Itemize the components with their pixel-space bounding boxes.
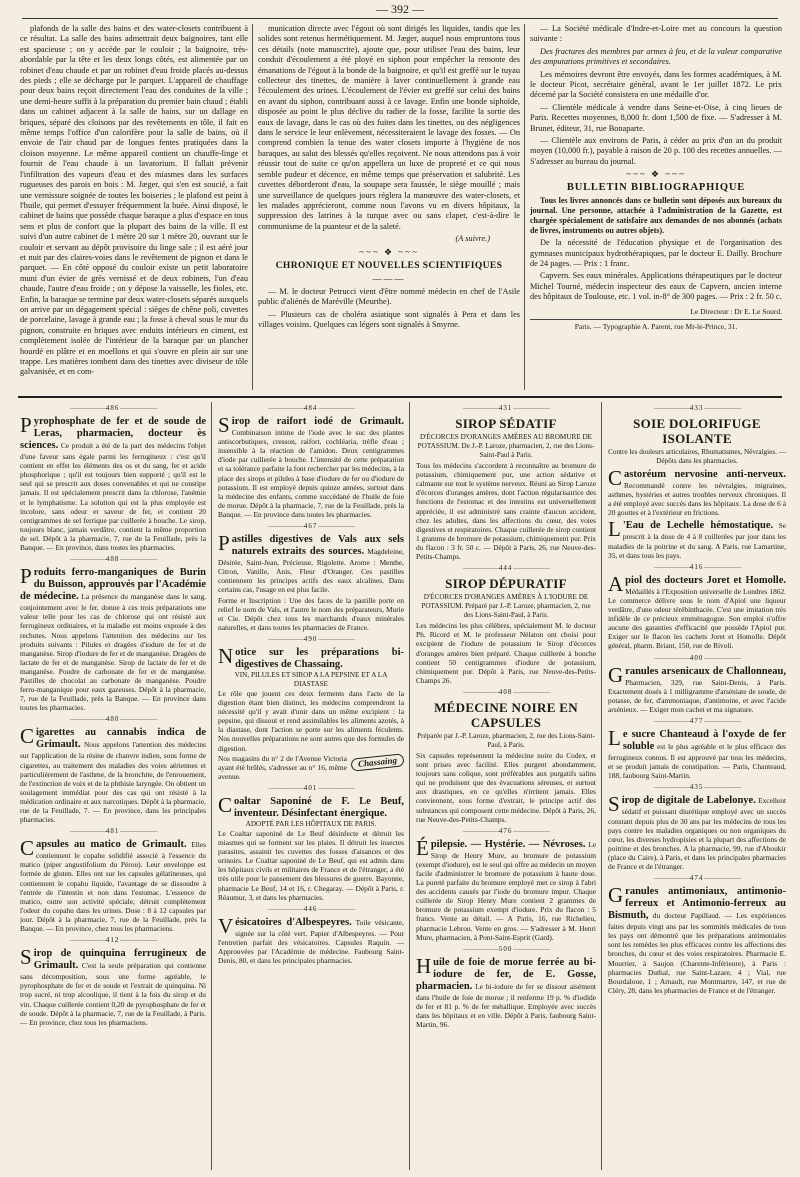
ads-column-4	[608, 402, 786, 1170]
column-divider	[252, 24, 253, 390]
ad-heading: astilles digestives de Vals aux sels naturels extraits des sources.	[231, 534, 404, 558]
ad-title: SOIE DOLORIFUGE ISOLANTE	[633, 416, 761, 447]
advertisement	[20, 827, 206, 933]
ad-text	[20, 945, 206, 1027]
ad-title: SIROP DÉPURATIF	[445, 576, 567, 592]
article-column-1	[20, 24, 248, 392]
signature-stamp: Chassaing	[350, 753, 404, 772]
ad-number: —————— 500 ——————	[416, 945, 596, 954]
advertisement	[608, 783, 786, 871]
news-item: — Clientèle aux environs de Paris, à céder au prix d'un an du produit moyen (10,000 fr.), payable à raison de 20 p. 100 des recettes annuelles. — S'adresser au bureau du journal.	[530, 136, 782, 166]
ad-body-text: Recommandé contre les névralgies, migraines, asthmes, hystéries et autres troubles nerveux chroniques. Il a été employé avec succès dans les hôpitaux. La dose de 6 à 20 gouttes et à l'extérieur en frictions.	[608, 481, 786, 518]
ad-number: —————— 481 ——————	[20, 827, 206, 836]
advertisement	[416, 688, 596, 824]
ad-text	[416, 953, 596, 1030]
news-item: — Plusieurs cas de choléra asiatique sont signalés à Pera et dans les villages voisins. Quelques cas légers sont signalés à Smyrne.	[258, 309, 520, 329]
ad-body-text: Combinaison intime de l'iode avec le suc des plantes antiscorbutiques, cresson, raifort, cochléaria, trèfle d'eau ; insensible à la réaction de l'amidon. Deux centigrammes d'iode par cuillerée à bouche. L'intensité de cette préparation et sa tolérance parfaite la font rechercher par les médecins, à la place des sirops et pilules à base d'iodure de fer ou d'iodure de potassium. Il est employé depuis quinze années, surtout dans la médecine des enfants, comme succédané de l'huile de foie de morue. Dépôt à la pharmacie, 7, rue de la Feuillade, près la Banque. — En province dans toutes les pharmacies.	[218, 428, 404, 519]
ad-text	[218, 531, 404, 595]
drop-initial: N	[218, 643, 234, 668]
ads-column-2	[218, 402, 404, 1170]
advertisement	[416, 945, 596, 1029]
ad-heading: 'Eau de Lechelle hémostatique.	[622, 520, 774, 532]
drop-initial: G	[608, 883, 624, 908]
news-item: Les mémoires devront être envoyés, dans les formes académiques, à M. le docteur Picot, secrétaire général, avant le 1er juillet 1872. Le prix décerné par la Société consistera en une médaille d'or.	[530, 69, 782, 100]
ad-number: —————— 408 ——————	[416, 688, 596, 697]
ad-body-text: Le Coaltar saponiné de Le Beuf désinfecte et détruit les miasmes qui se forment sur les plaies. Il détruit les insectes parasites, assainit les cuvettes des fosses d'aisances et des urinoirs. Le Coaltar saponiné de Le Beuf, qui est admis dans les hôpitaux civils et militaires de France et de l'étranger, a été très utile pour le pansement des blessures de guerre. Bayonne, pharmacie Le Beuf, 14 et 16, r. Chegaray. — Dépôt à Paris, r. Réaumur, 3, et dans les pharmacies.	[218, 829, 404, 902]
bulletin-title: BULLETIN BIBLIOGRAPHIQUE	[566, 181, 746, 193]
ad-body-text: Tous les médecins s'accordent à reconnaître au bromure de potassium, chimiquement pur, une action sédative et calmante sur tout le système nerveux. Réuni au Sirop Laroze d'écorces d'oranges amères, dont l'action régularisatrice des fonctions de l'estomac et des intestins est universellement appréciée, il est administré sans crainte d'aucun accident, chez les adultes, dans les affections du cœur, des voies digestives et respiratoires. Chaque cuillerée de sirop contient 1 gramme de bromure de potassium, chimiquement pur. Prix du flacon : 3 fr. 50 c. — Dépôt à Paris, 26, rue Neuve-des-Petits-Champs.	[416, 461, 596, 562]
advertisement	[608, 404, 786, 466]
advertisement	[20, 555, 206, 712]
drop-initial: H	[416, 953, 432, 978]
advertisement	[218, 404, 404, 519]
advertisement	[218, 905, 404, 965]
ad-body-text: Six capsules représentent la médecine noire du Codex, et sont prises avec facilité. Elles purgent abondamment, toujours sans colique, sont préférables aux purgatifs salins qui ne produisent que des évacuations séreuses, et surtout aux drastiques, en ce qu'elles n'irritent jamais. Elles conviennent, sous forme d'extrait, le principe actif des substances qui composent cette médecine. Dépôt à Paris, 26, rue Neuve-des-Petits-Champs.	[416, 750, 596, 824]
ad-heading: piol des docteurs Joret et Homolle.	[625, 574, 786, 586]
ad-body-text: La présence du manganèse dans le sang, conjointement avec le fer, donne à ces trois préparations une valeur telle pour les cas de chlorose qui ont résisté aux ferrugineux ordinaires, et la maladie est moins exposée à des rechutes. Nous appelons l'attention des médecins sur les produits suivants : Pilules et dragées d'iodure de fer et de manganèse. Sirop d'iodure de fer et de manganèse. Dragées de lactate de fer et de manganèse. Sirop de lactate de fer et de manganèse. Poudre de carbonate de fer et de manganèse. Pastilles de chocolat au carbonate de manganèse. Poudre ferro-manganique pour eaux gazeuses. Dépôt à la pharmacie, 7, rue de la Feuillade, près la Banque. — En province dans toutes les pharmacies.	[20, 592, 206, 713]
advertisement	[218, 635, 404, 781]
ad-number: —————— 446 ——————	[218, 905, 404, 914]
ad-body-text: Médaillés à l'Exposition universelle de Londres 1862. Le commerce délivre sous le nom d'Apiol une liqueur verdâtre, d'une odeur térébinthacée. C'est une imitation très infidèle de ce précieux emménagogue. Son emploi n'offre aucune des garanties d'efficacité que possède l'Apiol pur. Exiger sur le flacon les cachets Joret et Homolle. Dépôt général, pharm. Briant, 150, rue de Rivoli.	[608, 586, 786, 651]
bulletin-intro: Tous les livres annoncés dans ce bulletin sont déposés aux bureaux du journal. Une personne, attachée à l'administration de la Gazette, est chargée spécialement de satisfaire aux demandes de nos abonnés (achats de livres, instruments ou autres objets).	[530, 196, 782, 236]
ad-text	[608, 883, 786, 995]
news-item: — Clientèle médicale à vendre dans Seine-et-Oise, à cinq lieues de Paris. Recettes moyennes, 8,000 fr. dont 1,500 de fixe. — S'adresser à M. Brunet, éditeur, 31, rue Bonaparte.	[530, 102, 782, 133]
ad-heading: e sucre Chanteaud à l'oxyde de fer soluble	[622, 729, 786, 753]
ad-body-text: Elles contiennent le copahu solidifié associé à l'essence du matico (piper angustifolium du Pérou). Leur enveloppe est formée de gluten. Elles ont sur les capsules gélatineuses, qui contiennent le copahu liquide, l'avantage de se dissoudre à l'entrée de l'intestin et non dans l'estomac. L'essence de matico, outre son activité spéciale, détruit complètement l'odeur du copahu dans les urines. Dose : 8 à 12 capsules par jour. Dépôt à la pharmacie, 7, rue de la Feuillade, près la Banque. — En province, chez tous les pharmaciens.	[20, 840, 206, 934]
ad-heading: ranules antimoniaux, antimonio-ferreux et Antimonio-ferreux au Bismuth,	[608, 886, 786, 922]
ad-text	[608, 726, 786, 781]
ad-heading: astoréum nervosine anti-nerveux.	[624, 469, 786, 481]
ad-heading: pilepsie. — Hystérie. — Névroses.	[430, 838, 586, 850]
ad-number: —————— 467 ——————	[218, 522, 404, 531]
ad-number: —————— 431 ——————	[416, 404, 596, 413]
ad-heading: igarettes au cannabis indica de Grimault.	[36, 727, 206, 751]
ad-number: —————— 444 ——————	[416, 564, 596, 573]
drop-initial: L	[608, 726, 621, 751]
ad-number: —————— 400 ——————	[608, 654, 786, 663]
ad-text	[416, 835, 596, 942]
ad-heading: ésicatoires d'Albespeyres.	[235, 916, 352, 928]
drop-initial: S	[218, 413, 230, 438]
ad-subtitle: VIN, PILULES ET SIROP A LA PEPSINE ET A LA DIASTASE	[234, 670, 388, 688]
drop-initial: C	[20, 836, 35, 861]
ad-subtitle: Préparée par J.-P. Laroze, pharmacien, 2, rue des Lions-Saint-Paul, à Paris.	[417, 731, 595, 749]
ad-title: MÉDECINE NOIRE EN CAPSULES	[434, 699, 578, 730]
ad-text	[218, 413, 404, 519]
ad-body-text: C'est la seule préparation qui contienne sans décomposition, sous une forme agréable, le pyrophosphate de fer et de soude et l'extrait de quinquina. Ni trop sucré, ni trop alcoolique, il tient à la fois du sirop et du vin. Chaque cuillerée contient 0,20 de pyrophosphate de fer et de soude. Dépôt à la pharmacie, 7, rue de la Feuillade, à Paris. — En province, chez tous les pharmaciens.	[20, 961, 206, 1027]
drop-initial: C	[218, 793, 233, 817]
ad-extra: Forme et Inscription : Une des faces de la pastille porte en relief le nom de Vals, et l'autre le nom des préparateurs, Murie et Cie. Dépôt chez tous les marchands d'eaux minérales naturelles, et dans toutes les pharmacies de France.	[218, 595, 404, 632]
ads-column-3	[416, 402, 596, 1170]
bulletin-entry: De la nécessité de l'éducation physique et de l'organisation des gymnases municipaux hydrothérapiques, par le docteur E. Dailly. Brochure de 24 pages. — Prix : 1 franc.	[530, 238, 782, 268]
ad-number: —————— 401 ——————	[218, 784, 404, 793]
page-number: — 392 —	[376, 2, 424, 16]
ad-text	[218, 913, 404, 966]
drop-initial: P	[20, 564, 32, 589]
news-item: Des fractures des membres par armes à feu, et de la valeur comparative des amputations primitives et secondaires.	[530, 46, 782, 67]
ad-body-text: Le bi-iodure de fer se dissout aisément dans l'huile de foie de morue ; il renferme 19 p. % d'iodide de fer et 81 p. % de fer métallique. Employée avec succès dans les hôpitaux et en ville. Dépôt à Paris, faubourg Saint-Martin, 96.	[416, 981, 596, 1030]
ad-body-text: du docteur Papillaud. — Les expériences faites depuis vingt ans par les sommités médicales de tous les pays ont démontré que les préparations antimoniales sont les remèdes les plus efficaces contre les affections des bronches, du cœur et des voies respiratoires. Pharmacie E. Mourrier, à Saujon (Charente-Inférieure), à Paris : pharmacies Duthal, rue Saint-Lazare, 4 ; Vial, rue Bourdaloue, 1 ; Arnault, rue Montmartre, 147, et rue de Cléry, 28, dans les pharmacies de France et de l'étranger.	[608, 911, 786, 995]
advertisement	[416, 404, 596, 561]
ad-text	[20, 724, 206, 825]
article-column-3	[530, 24, 782, 392]
column-divider	[409, 402, 410, 1170]
ad-text	[608, 571, 786, 651]
ad-number: —————— 416 ——————	[608, 563, 786, 572]
advertisement	[608, 563, 786, 651]
ad-subtitle: ADOPTÉ PAR LES HÔPITAUX DE PARIS.	[245, 820, 377, 828]
ad-number: —————— 490 ——————	[218, 635, 404, 644]
ad-number: —————— 484 ——————	[218, 404, 404, 413]
ad-body-text: Papier d'Albespeyres. — Pour l'entretien parfait des vésicatoires. Capsules Raquin. — Approuvées par l'Académie de médecine. Faubourg Saint-Denis, 80, et dans les principales pharmacies.	[218, 928, 404, 966]
ad-body-text: Excellent sédatif et puissant diurétique employé avec un succès constant depuis plus de 30 ans par les médecins de tous les pays contre les maladies organiques ou non organiques du cœur, les diverses hydropisies et la plupart des affections de poitrine et des bronches. A la pharmacie, 99, rue d'Aboukir (place du Caire), à Paris, et dans les principales pharmacies de France et de l'étranger.	[608, 796, 786, 871]
advertisement	[20, 404, 206, 552]
ad-body-text: est le plus agréable et le plus efficace des ferrugineux connus. Il est approuvé par tous les médecins, et se produit jamais de constipation. — Paris, Chanteaud, 188, faubourg Saint-Martin.	[608, 742, 786, 781]
ad-extra: Nos magasins du n° 2 de l'Avenue Victoria ayant été brûlés, s'adresser au n° 16, même avenue.	[218, 753, 347, 781]
ad-number: —————— 486 ——————	[20, 404, 206, 413]
drop-initial: S	[20, 945, 32, 970]
ad-subtitle: D'ÉCORCES D'ORANGES AMÈRES AU BROMURE DE POTASSIUM. De J.-P. Laroze, pharmacien, 2, rue des Lions-Saint-Paul à Paris.	[417, 433, 595, 460]
drop-initial: L	[608, 517, 621, 542]
advertisement	[416, 827, 596, 942]
ad-text	[20, 564, 206, 713]
ad-subtitle: Toile vésicante, signée sur la côté vert.	[235, 917, 404, 938]
ad-text	[218, 643, 404, 753]
ad-subtitle: D'ÉCORCES D'ORANGES AMÈRES À L'IODURE DE POTASSIUM. Préparé par J.-P. Laroze, pharmacien, 2, rue des Lions-Saint-Paul, à Paris.	[421, 593, 591, 620]
drop-initial: C	[20, 724, 35, 749]
drop-initial: P	[218, 531, 230, 556]
ad-heading: roduits ferro-manganiques de Burin du Buisson, approuvés par l'Académie de médecine.	[20, 567, 206, 603]
ad-subtitle: Contre les douleurs articulaires, Rhumatismes, Névralgies. — Dépôts dans les pharmacies.	[608, 448, 786, 466]
printer-line: Paris. — Typographie A. Parent, rue Mr-le-Prince, 31.	[530, 319, 782, 332]
ad-number: —————— 433 ——————	[608, 404, 786, 413]
advertisement	[218, 784, 404, 902]
ad-text	[218, 793, 404, 902]
continued-note: (A suivre.)	[455, 234, 490, 244]
drop-initial: C	[608, 466, 623, 491]
drop-initial: G	[608, 662, 624, 687]
ad-number: —————— 488 ——————	[20, 555, 206, 564]
ornament-divider: ~~~ ❖ ~~~	[359, 246, 419, 257]
drop-initial: S	[608, 792, 620, 817]
ad-text	[416, 621, 596, 685]
director-signature: Le Directeur : Dr E. Le Sourd.	[690, 306, 782, 316]
drop-initial: É	[416, 835, 429, 860]
advertisement	[218, 522, 404, 632]
ad-number: —————— 477 ——————	[608, 717, 786, 726]
ad-text	[608, 792, 786, 871]
ad-body-text: Pharmacien, 329, rue Saint-Denis, à Paris. Exactement dosés à 1 milligramme d'arséniate de soude, de potasse, de fer, d'ammoniaque, d'antimoine, et avec l'acide arsénieux. — Exiger mon cachet et ma signature.	[608, 677, 786, 714]
ad-number: —————— 474 ——————	[608, 874, 786, 883]
ad-body-text: Magdeleine, Désirée, Saint-Jean, Précieuse, Rigolette. Arome : Menthe, Citron, Vanille, Anis, Fleur d'Oranger. Ces pastilles contiennent les principes actifs des eaux alcalines. Dans certains cas, l'usage en est plus facile.	[218, 547, 404, 595]
ad-body-text: Ce produit a été de la part des médecins l'objet d'une faveur sans égale parmi les ferrugineux : c'est qu'il contient en effet les éléments des os et du sang, fer et acide phosphorique ; qu'il est toujours bien supporté ; qu'il est le seul qui se prescrit aux doses convenables et qui ne constipe jamais. Il est spécialement prescrit dans la chlorose, l'anémie et le lymphatisme. La solution qui est la plus employée est incolore, sans odeur et saveur de fer, et contient 20 centigrammes de sel ferrique par cuillerée à bouche. Le sirop, toujours blanc, jamais verdâtre, contient la même proportion de sel. Dépôt à la pharmacie, 7, rue de la Feuillade, près la Banque. — En province, dans toutes les pharmacies.	[20, 441, 206, 553]
ad-heading: apsules au matico de Grimault.	[36, 839, 187, 851]
ad-heading: irop de quinquina ferrugineux de Grimault.	[33, 948, 206, 972]
ornament-divider: ~~~ ❖ ~~~	[626, 169, 686, 180]
ad-text	[416, 461, 596, 561]
advertisement	[20, 936, 206, 1027]
advertisement	[20, 715, 206, 824]
ad-text	[608, 517, 786, 560]
ad-text	[20, 836, 206, 934]
ad-heading: irop de raifort iodé de Grimault.	[231, 416, 404, 428]
ad-heading: uile de foie de morue ferrée au bi-iodure de fer, de E. Gosse, pharmacien.	[416, 956, 596, 992]
ad-number: —————— 435 ——————	[608, 783, 786, 792]
article-paragraph: munication directe avec l'égout où sont dirigés les liquides, tandis que les solides sont retenus hermétiquement. M. Jæger, auquel nous empruntons tous ces détails (note manuscrite), ajoute que, pour utiliser l'eau des bains, leur conduit d'écoulement a été ployé en siphon pour empêcher la remonte des émanations de l'égout à la bonde de la baignoire, et qu'il est greffé sur le tuyau collecteur des tinettes, de manière à laver continuellement à grande eau l'écoulement des urines. L'écoulement de l'évier est greffé sur celui des bains en avant du siphon, contribuant aussi à ce lavage. Enfin une bonde siphoïde, disposée au point le plus déclive du radier de la fosse, facilite la sortie des eaux de lavage, dans le cas où des fuites dans les tinettes, ou des négligences dans le service le leur enlèvement, nécessiteraient le lavage des fosses. — On comprend combien la tenue des water closets importe à l'hygiène de nos baraques, au salut des blessés qu'elles reçoivent. Ne nous attendons pas à voir réussir tout de suite ce qu'on appellera un luxe de propreté et ce qui nous semble pudeur et décence, en même temps que préservation et salubrité. Les cuvettes déborderont d'eau, la soupape sera faussée, le siège mouillé ; mais une surveillance de quelques jours réglera la manœuvre des water-closets, et les malades apprécieront, comme nous l'avons vu en divers hôpitaux, la suppression des latrines à la turque avec ou sans clapet, c'est-à-dire le communisme de la puanteur et de la saleté.	[258, 24, 520, 231]
news-item: — M. le docteur Petrucci vient d'être nommé médecin en chef de l'Asile public d'aliénés de Maréville (Meurthe).	[258, 286, 520, 307]
ad-body-text: Se prescrit à la dose de 4 à 8 cuillerées par jour dans les maladies de la poitrine et du sang. A Paris, rue Lamartine, 35, et dans tous les pays.	[608, 521, 786, 560]
article-column-2	[258, 24, 520, 392]
chronique-title: CHRONIQUE ET NOUVELLES SCIENTIFIQUES	[275, 260, 503, 271]
column-divider	[524, 24, 525, 390]
news-item: — La Société médicale d'Indre-et-Loire met au concours la question suivante :	[530, 24, 782, 44]
ad-heading: yrophosphate de fer et de soude de Leras, pharmacien, docteur ès sciences.	[20, 416, 206, 452]
column-divider	[601, 402, 602, 1170]
bulletin-entry: Capvern. Ses eaux minérales. Applications thérapeutiques par le docteur Michel Tourné, médecin inspecteur des eaux de Capvern, ancien interne des hôpitaux de Toulouse, etc. 1 vol. in-8° de 300 pages. — Prix : 2 fr. 50 c.	[530, 271, 782, 302]
ad-heading: irop de digitale de Labelonye.	[621, 795, 756, 807]
ad-text	[20, 413, 206, 553]
ad-text	[608, 662, 786, 714]
ad-number: —————— 476 ——————	[416, 827, 596, 836]
advertisement	[416, 564, 596, 685]
ads-column-1	[20, 402, 206, 1170]
ad-heading: otice sur les préparations bi-digestives de Chassaing.	[235, 646, 404, 670]
ad-text	[416, 751, 596, 824]
advertisement	[608, 654, 786, 714]
drop-initial: V	[218, 913, 234, 938]
ad-title: SIROP SÉDATIF	[455, 416, 557, 432]
section-rule	[18, 396, 782, 398]
column-divider	[211, 402, 212, 1170]
article-paragraph: plafonds de la salle des bains et des water-closets contribuent à ce résultat. La salle des bains admettrait deux baignoires, tant elle est spacieuse ; on y accède par le couloir ; la baignoire, très-abordable par la tête et les deux longs côtés, est alimentée par un robinet d'eau chaude et par un robinet d'eau froide placés au-dessus des pieds ; elle se décharge par le parquet. L'appareil de chauffage pour deux bains reçoit directement l'eau des conduites de la ville ; une demi-heure suffit à la préparation du premier bain chaud ; établi dans un cabinet adjacent à la salle de bains, sur un dallage en briques, séparé des cloisons par des revêtements en tôle, il fait en même temps l'office d'un calorifère pour la salle de bains, où il envoie de l'air chaud par de longues fentes pratiquées dans la cloison moyenne. Le même appareil contient un chauffe-linge et fournit de l'eau chaude à un lavatorium. Il fallait prévenir l'infiltration des vapeurs d'eau et des miasmes dans les surfaces rugueuses des parois en bois : M. Jæger, qui s'en est soucié, a fait une vernissure soignée de toutes les boiseries ; le plafond est peint à l'huile, qui permet d'essuyer fréquemment la buée. Ainsi disposé, le cabinet de bains que possède chaque baraque a plus d'espace en tous sens et plus de confort que la plupart des bains de la ville. Il est suivi d'un autre cabinet de 1 mètre 20 sur 1 mètre 20, ouvrant sur le couloir et servant au dépôt provisoire du linge sale ; il est aéré jour et nuit par des claires-voies dans le revêtement de pignon et dans le parquet. — En côté opposé du couloir existe un petit laboratoire muni d'un évier de grès vernissé et de deux robinets, l'un d'eau chaude, l'autre d'eau froide ; on y dépose la vaisselle, les fioles, etc. Enfin, la baraque se termine par deux water-closets séparés auxquels on arrive par un dégagement spécial : sièges de chêne poli, cuvettes de porcelaine, lavage à grande eau ; la fosse à cheval sous le mur du pignon, construite en briques avec enduits intérieurs en ciment, est complètement isolée de l'intérieur de la baraque par un plancher hourdé en plâtre et en moellons et qui s'ouvre en plein air sur une trappe. Les matières tombent dans des tinettes avec diviseur de tôle galvanisée, et en com-	[20, 24, 248, 377]
advertisement	[608, 874, 786, 995]
drop-initial: A	[608, 571, 624, 596]
ad-body-text: Les médecins les plus célèbres, spécialement M. le docteur Ph. Ricord et M. le professeur Nélaton ont choisi pour excipient de l'iodure de potassium le Sirop d'écorces d'oranges amères bien préparé. Chaque cuillerée à bouche contient 50 centigrammes d'iodure de potassium, chimiquement pur. Dépôt à Paris, rue Neuve-des-Petits-Champs 26.	[416, 621, 596, 685]
ad-body-text: Le rôle que jouent ces deux ferments dans l'acte de la digestion étant bien distinct, les médecins comprendront la nécessité qu'il y avait d'unir dans un même excipient : la pepsine, qui dissout et rend assimilables les aliments azotés, à la diastase, dont l'action se porte sur les aliments féculents. Nos nouvelles préparations ne sont autres que des formules de digestion.	[218, 688, 404, 753]
ad-heading: ranules arsenicaux de Challonneau,	[625, 665, 786, 677]
advertisement	[608, 517, 786, 560]
ad-number: —————— 412 ——————	[20, 936, 206, 945]
ad-body-text: Le Sirop de Henry Mure, au bromure de potassium (exempt d'iodure), est le seul qui offre au médecin un moyen facile d'administrer le bromure de potassium à haute dose. La pureté parfaite du bromure employé met ce sirop à l'abri des accidents causés par l'iode du bromure impur. Chaque cuillerée de Sirop Henry Mure contient 2 grammes de bromure de potassium exempt d'iodure. Prix du flacon : 5 francs. Vente au détail. — A Paris, 16, rue Richelieu, pharmacie Lebrou. Vente en gros. — S'adresser à M. Henri Mure, pharmacien, à Pont-Saint-Esprit (Gard).	[416, 839, 596, 942]
ornament-divider: ———	[372, 274, 406, 285]
drop-initial: P	[20, 413, 32, 438]
ad-text	[608, 466, 786, 518]
top-rule	[22, 18, 778, 19]
advertisement	[608, 466, 786, 518]
advertisement	[608, 717, 786, 780]
ad-body-text: Nous appelons l'attention des médecins sur l'application de la résine de chanvre indien, sous forme de cigarettes, au traitement des maladies des voies aériennes et particulièrement de l'asthme, de la bronchite, de l'enrouement, de l'extinction de voix et de la phthisie laryngée. On obtient un soulagement immédiat pour des cas qui ont résisté à la médication ordinaire et aux narcotiques. Dépôt à la pharmacie, rue de la Feuillade, 7. — En province, dans les principales pharmacies.	[20, 740, 206, 825]
ad-number: —————— 480 ——————	[20, 715, 206, 724]
ad-heading: oaltar Saponiné de F. Le Beuf, inventeur. Désinfectant énergique.	[234, 796, 404, 819]
